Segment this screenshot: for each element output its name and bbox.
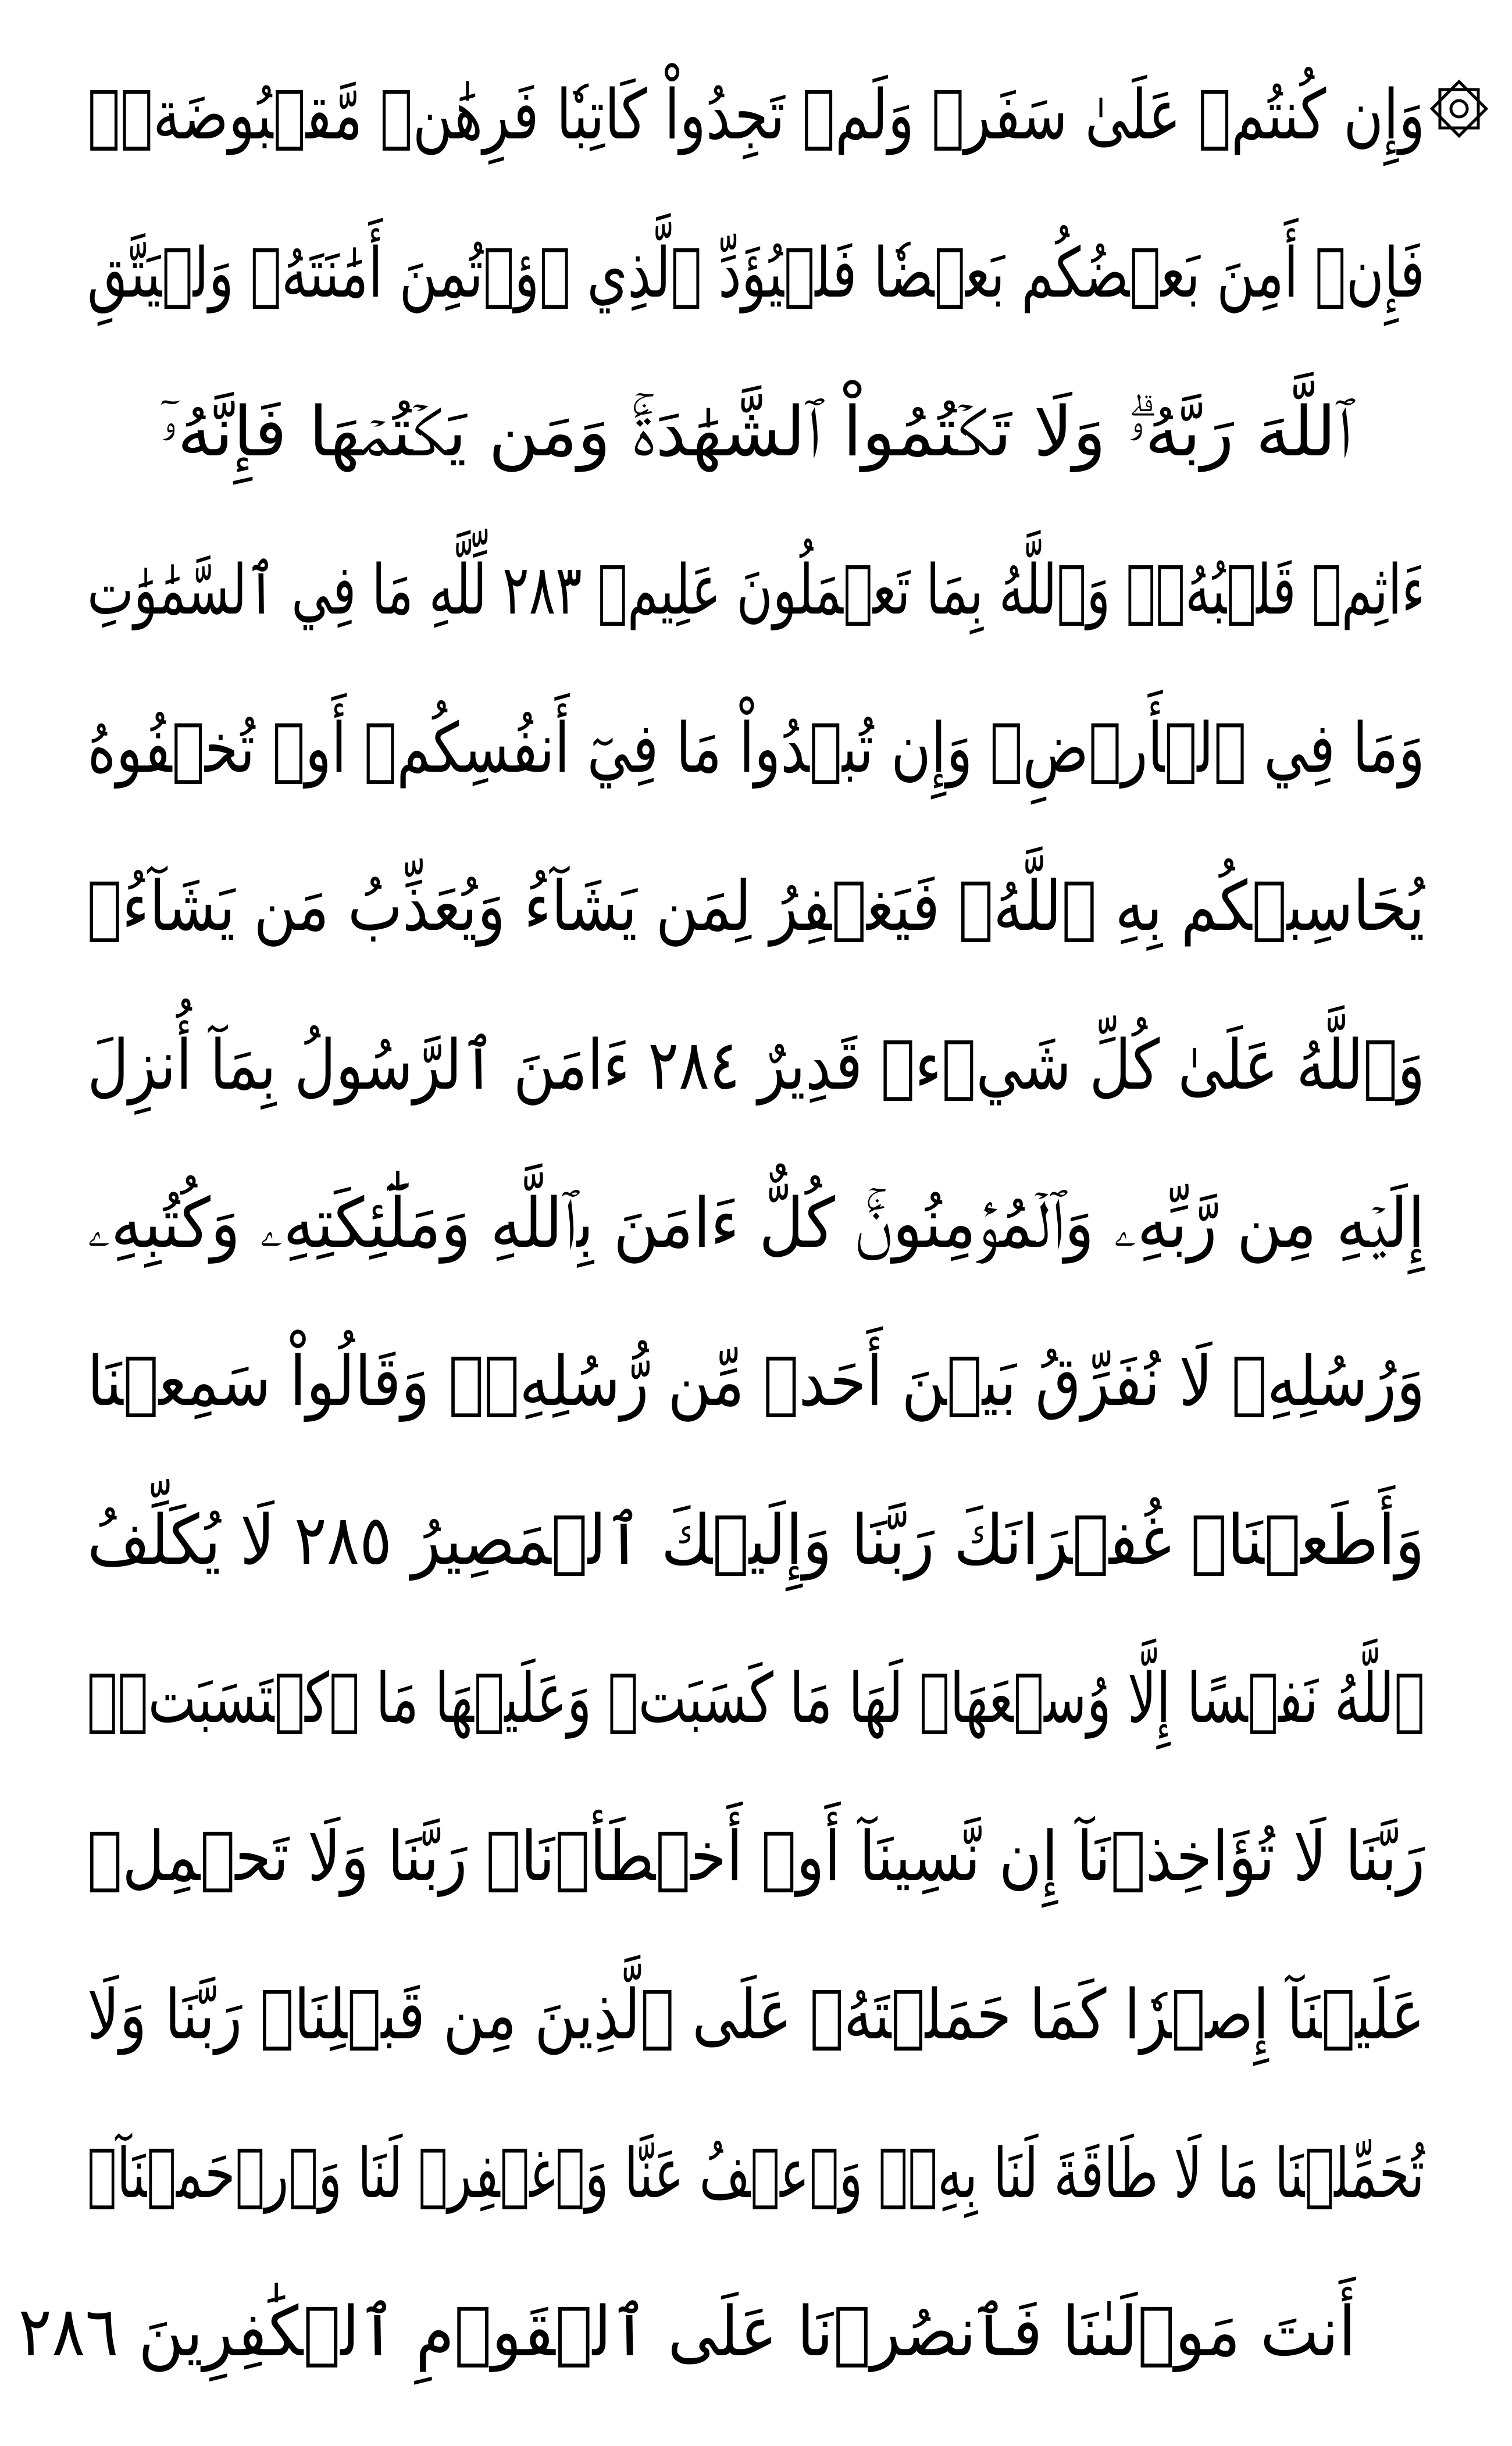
text-line-14: [87, 2099, 1425, 2247]
rub-el-hizb-icon: [1427, 77, 1491, 141]
text-line-5: [87, 674, 1425, 822]
line-text: ٱللَّهُ نَفۡسًا إِلَّا وُسۡعَهَاۚ لَهَا مَا كَسَبَتۡ وَعَلَيۡهَا مَا ٱكۡتَسَبَتۡۗ: [87, 1657, 1425, 1738]
text-line-4: [87, 516, 1425, 664]
line-text: فَإِنۡ أَمِنَ بَعۡضُكُم بَعۡضٗا فَلۡيُؤَدِّ ٱلَّذِي ٱؤۡتُمِنَ أَمَٰنَتَهُۥ وَلۡيَتَّقِ: [87, 233, 1425, 313]
line-text: إِلَيۡهِ مِن رَّبِّهِۦ وَٱلۡمُؤۡمِنُونَۚ كُلٌّ ءَامَنَ بِٱللَّهِ وَمَلَٰٓئِكَتِهِۦ وَكُتُبِهِۦ: [87, 1182, 1425, 1263]
line-text: وَأَطَعۡنَاۖ غُفۡرَانَكَ رَبَّنَا وَإِلَيۡكَ ٱلۡمَصِيرُ ٢٨٥ لَا يُكَلِّفُ: [87, 1499, 1425, 1580]
text-line-2: [87, 199, 1425, 347]
line-text: وَرُسُلِهِۦ لَا نُفَرِّقُ بَيۡنَ أَحَدٖ مِّن رُّسُلِهِۦۚ وَقَالُواْ سَمِعۡنَا: [87, 1341, 1425, 1422]
text-line-10: [87, 1466, 1425, 1614]
text-line-7: [87, 991, 1425, 1139]
line-text: وَٱللَّهُ عَلَىٰ كُلِّ شَيۡءٖ قَدِيرٌ ٢٨٤ ءَامَنَ ٱلرَّسُولُ بِمَآ أُنزِلَ: [87, 1024, 1425, 1105]
quran-text-block: [18, 41, 1425, 2405]
text-line-1: [87, 41, 1425, 188]
line-text: يُحَاسِبۡكُم بِهِ ٱللَّهُۖ فَيَغۡفِرُ لِمَن يَشَآءُ وَيُعَذِّبُ مَن يَشَآءُۗ: [87, 866, 1425, 947]
text-line-12: [87, 1782, 1425, 1930]
line-text: عَلَيۡنَآ إِصۡرٗا كَمَا حَمَلۡتَهُۥ عَلَى ٱلَّذِينَ مِن قَبۡلِنَاۚ رَبَّنَا وَلَا: [87, 1974, 1425, 2055]
text-line-15: [18, 2258, 1425, 2405]
line-text: تُحَمِّلۡنَا مَا لَا طَاقَةَ لَنَا بِهِۦۖ وَٱعۡفُ عَنَّا وَٱغۡفِرۡ لَنَا وَٱرۡحَمۡنَآۚ: [87, 2133, 1425, 2213]
line-text: ءَاثِمٞ قَلۡبُهُۥۗ وَٱللَّهُ بِمَا تَعۡمَلُونَ عَلِيمٞ ٢٨٣ لِّلَّهِ مَا فِي ٱلسَّمَٰوَٰتِ: [87, 549, 1425, 630]
text-line-3: [87, 358, 1425, 505]
line-text: أَنتَ مَوۡلَىٰنَا فَٱنصُرۡنَا عَلَى ٱلۡقَوۡمِ ٱلۡكَٰفِرِينَ ٢٨٦: [18, 2291, 1356, 2372]
line-text: وَمَا فِي ٱلۡأَرۡضِۗ وَإِن تُبۡدُواْ مَا فِيٓ أَنفُسِكُمۡ أَوۡ تُخۡفُوهُ: [87, 708, 1425, 789]
text-line-8: [87, 1149, 1425, 1297]
line-text: وَإِن كُنتُمۡ عَلَىٰ سَفَرٖ وَلَمۡ تَجِدُواْ كَاتِبٗا فَرِهَٰنٞ مَّقۡبُوضَةٞۖ: [87, 74, 1425, 155]
text-line-6: [87, 832, 1425, 980]
text-line-11: [87, 1624, 1425, 1772]
line-text: ٱللَّهَ رَبَّهُۥۗ وَلَا تَكۡتُمُواْ ٱلشَّهَٰدَةَۚ وَمَن يَكۡتُمۡهَا فَإِنَّهُۥٓ: [160, 391, 1352, 472]
line-text: رَبَّنَا لَا تُؤَاخِذۡنَآ إِن نَّسِينَآ أَوۡ أَخۡطَأۡنَاۚ رَبَّنَا وَلَا تَحۡمِلۡ: [87, 1816, 1425, 1897]
text-line-9: [87, 1307, 1425, 1455]
text-line-13: [87, 1941, 1425, 2088]
